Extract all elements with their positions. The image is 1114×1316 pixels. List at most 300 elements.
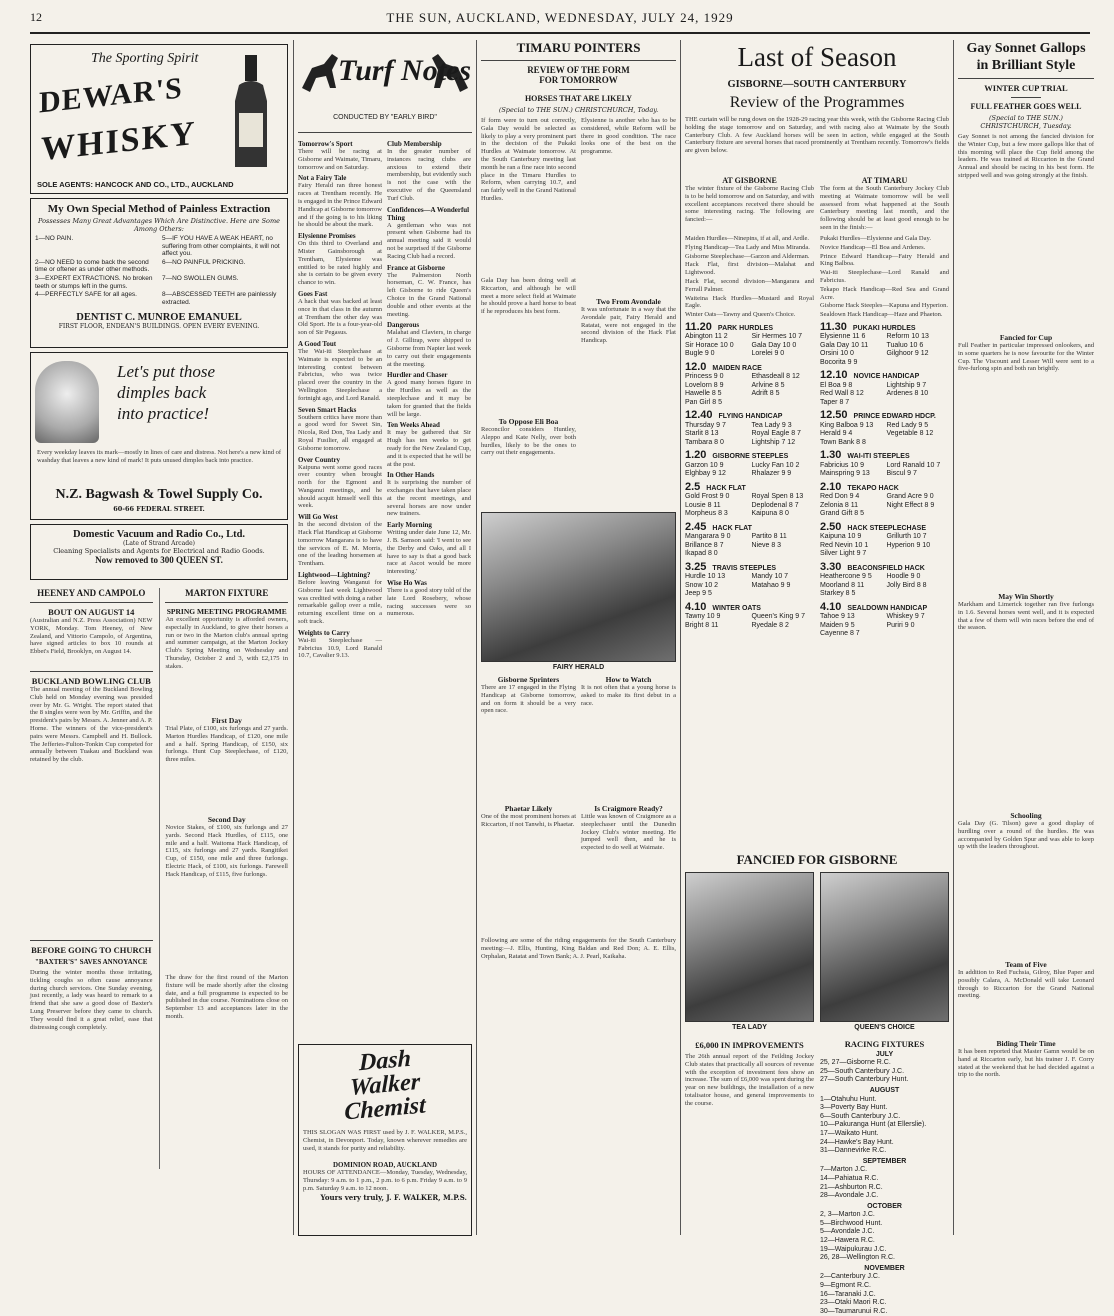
timaru-head: AT TIMARU: [861, 176, 908, 185]
race-card-heading: [820, 320, 949, 334]
race-entry: Thursday 9 7: [685, 421, 726, 429]
turf-section-text: In the second division of the Hack Flat Handicap at Gisborne tomorrow Mangarara is to have the services of E. M. Morris, one of the leading horsemen at Trentham.: [298, 521, 382, 568]
dewars-agents: SOLE AGENTS: HANCOCK AND CO., LTD., AUCKLAND: [37, 180, 234, 189]
race-entry: Ethasdeall 8 12: [751, 373, 800, 381]
fixture-item: 7—Marton J.C.: [820, 1166, 868, 1174]
dash-line-2: Walker: [349, 1068, 421, 1102]
race-name: FLYING HANDICAP: [718, 413, 783, 421]
race-entry: Kaipuna 8 0: [751, 510, 789, 518]
column-gay-sonnet: [958, 40, 1094, 1235]
timaru-t6: It is not often that a young horse is asked to make its first debut in a race.: [581, 684, 676, 707]
race-entry: Red Don 9 4: [820, 493, 860, 501]
race-entry: Pan Girl 8 5: [685, 398, 722, 406]
column-rule: [293, 40, 294, 1235]
race-entries: [685, 462, 814, 479]
turf-section-heading: Not a Fairy Tale: [298, 174, 347, 183]
timaru-intro-text: The form at the South Canterbury Jockey Club meeting at Waimate tomorrow will be well assessed from what happened at the South Canterbury meeting last month, and the following should be at least good enough to be seen in the finish:—: [820, 185, 949, 231]
race-entry: Lord Ranald 10 7: [886, 461, 941, 469]
marton-day1-text: Trial Plate, of £100, six furlongs and 27 yards. Marton Hurdles Handicap, of £120, one mile and a half. Spring Handicap, of £150, six furlongs. Hunt Cup Steeplechase, of £120, three miles.: [165, 725, 288, 764]
race-time: 2.10: [820, 480, 842, 493]
fixture-item: 2, 3—Marton J.C.: [820, 1211, 875, 1219]
gay-sonnet-t1: Full Feather in particular impressed onlookers, and in some quarters he is now favourite for the Winter Cup. The Viscount and Lesser Will were sent to a five-furlong spin and both ran brightly.: [958, 342, 1094, 373]
dentist-point: 6—NO PAINFUL PRICKING.: [162, 258, 246, 266]
race-entry: Moorland 8 11: [820, 581, 865, 589]
race-entry: Gilghoor 9 12: [886, 350, 929, 358]
dewars-ad: [30, 44, 288, 194]
race-entry: Ardenes 8 10: [886, 390, 929, 398]
race-card: [820, 320, 949, 368]
fixture-item: 5—Birchwood Hunt.: [820, 1219, 883, 1227]
dash-line-3: Chemist: [344, 1092, 426, 1126]
race-entry: Gala Day 10 0: [751, 341, 797, 349]
church-sub: "BAXTER'S" SAVES ANNOYANCE: [35, 958, 148, 966]
fixture-item: 25, 27—Gisborne R.C.: [820, 1059, 891, 1067]
race-entry: Town Bank 8 8: [820, 438, 866, 446]
race-time: 2.50: [820, 520, 842, 533]
race-card-heading: [820, 600, 949, 614]
craigmore-text: Little was known of Craigmore as a steeplechaser until the Dunedin Jockey Club's winter meeting. He jumped well then, and he is expected to do well at Waimate.: [581, 813, 676, 852]
race-entry: Red Nevin 10 1: [820, 541, 869, 549]
dewars-whisky: WHISKY: [41, 114, 197, 169]
bagwash-addr: 60-66 FEDERAL STREET.: [113, 505, 205, 513]
fixture-item: 12—Hawera R.C.: [820, 1237, 875, 1245]
race-entry: Hyperion 9 10: [886, 541, 931, 549]
gay-sonnet-title2: in Brilliant Style: [976, 58, 1076, 73]
dash-sig: Yours very truly, J. F. WALKER, M.P.S.: [320, 1193, 467, 1202]
fixture-item: 24—Hawke's Bay Hunt.: [820, 1138, 894, 1146]
fancied-pick: Gisborne Hack Steeples—Kapuna and Hyperion.: [820, 302, 948, 310]
dentist-point: 7—NO SWOLLEN GUMS.: [162, 274, 239, 282]
race-entry: Mangarara 9 0: [685, 533, 731, 541]
turf-section-heading: Wise Ho Was: [387, 579, 427, 588]
timaru-h5: Phaetar Likely: [504, 804, 553, 813]
dash-line-1: Dash: [358, 1045, 412, 1077]
marton-text: An excellent opportunity is afforded owners, especially in Auckland, to give their horses a run or two in the Marton club's annual spring and summer campaign, at the Marton Jockey Club's Spring Meeting on Wednesday and Thursday, October 2 and 3, with £2,175 in stakes.: [165, 616, 288, 670]
race-entries: [820, 382, 949, 408]
turf-section-text: There is a good story told of the late Lord Rosebery, whose racing successes were so numerous.: [387, 587, 471, 618]
church-text: During the winter months those irritating, tickling coughs so often cause annoyance during church services. One Sunday evening, just recently, a lady was heard to remark to a friend that she saw a good dose of Baxter's Lung Preserver before they came to church. They would find it a great relief, ease that distressing cough completely.: [30, 969, 153, 1031]
marton-day2-text: Novice Stakes, of £100, six furlongs and 27 yards. Second Hack Hurdles, of £115, one mile and a half. Waitoma Hack Handicap, of £115, six furlongs and 27 yards. Rangitikei Cup, of £150, one mile and three furlongs. Electric Hack, of £100, six furlongs. Farewell Hack Handicap, of £115, five furlongs.: [165, 824, 288, 878]
fixture-item: 19—Waipukurau J.C.: [820, 1245, 887, 1253]
gisborne-text: The winter fixture of the Gisborne Racing Club is to be held tomorrow and on Saturday, and with excellent acceptances received there should be some interesting racing. The following are fancied:—: [685, 185, 814, 224]
race-name: HACK FLAT: [706, 484, 746, 492]
page-header: [30, 6, 1090, 34]
turf-section-text: A gentleman who was not present when Gisborne had its annual meeting said it would not be surprised if the Gisborne Racing Club had a record.: [387, 221, 471, 260]
race-entry: Morpheus 8 3: [685, 510, 728, 518]
gisborne-picks: [685, 235, 814, 319]
race-entry: King Balboa 9 13: [820, 421, 874, 429]
timaru-t5: One of the most prominent horses at Riccarton, if not Tanwhi, is Phaetar.: [481, 813, 576, 828]
race-time: 11.30: [820, 320, 847, 333]
race-name: TRAVIS STEEPLES: [712, 564, 777, 572]
gay-sonnet-sub2: FULL FEATHER GOES WELL: [970, 102, 1082, 111]
turf-section-heading: Will Go West: [298, 513, 338, 522]
race-card: [820, 600, 949, 639]
race-entry: El Boa 9 8: [820, 381, 853, 389]
race-card: [685, 320, 814, 359]
timaru-h3: Two From Avondale: [596, 297, 661, 306]
race-time: 2.45: [685, 520, 707, 533]
fixture-month: OCTOBER: [867, 1202, 902, 1210]
race-entry: Nieve 8 3: [751, 541, 782, 549]
gisborne-head: AT GISBORNE: [722, 176, 777, 185]
race-card: [820, 371, 949, 407]
race-time: 1.30: [820, 449, 842, 462]
race-name: TEKAPO HACK: [847, 484, 899, 492]
race-card-heading: [820, 451, 949, 462]
race-entry: Queen's King 9 7: [751, 613, 805, 621]
turf-section-heading: Hurdler and Chaser: [387, 371, 448, 380]
turf-section-text: The Wai-iti Steeplechase at Waimate is expected to be an interesting contest between Fabricius, who was twice placed over the country in the Wellington Steeplechase a fortnight ago, and Lord Ranald.: [298, 347, 382, 402]
race-time: 4.10: [685, 600, 707, 613]
gay-sonnet-by: (Special to THE SUN.) CHRISTCHURCH, Tuesday.: [980, 114, 1072, 130]
turf-notes-title: Turf Notes: [338, 54, 472, 87]
fixture-item: 31—Dannevirke R.C.: [820, 1147, 887, 1155]
fixture-item: 27—South Canterbury Hunt.: [820, 1076, 909, 1084]
column-turf-notes: [298, 40, 472, 1235]
turf-section-text: A good many horses figure in the Hurdles as well as the steeplechase and it may be taken for granted that the fields will be large.: [387, 379, 471, 418]
race-card: [820, 520, 949, 559]
turf-section-heading: France at Gisborne: [387, 263, 445, 272]
race-entry: Abington 11 2: [685, 333, 728, 341]
race-entry: Tambara 8 0: [685, 438, 724, 446]
race-entry: Lucky Fan 10 2: [751, 461, 800, 469]
race-entry: Reform 10 13: [886, 333, 929, 341]
bottle-icon: [229, 55, 273, 171]
race-entry: Tualuo 10 6: [886, 341, 924, 349]
briefs-left: [30, 588, 153, 1169]
race-card: [820, 560, 949, 599]
race-name: WINTER OATS: [712, 604, 761, 612]
turf-section-text: It may be gathered that Sir Hugh has ten weeks to get ready for the New Zealand Cup, and it is expected that he will be at the post.: [387, 429, 471, 468]
heeney-sub: BOUT ON AUGUST 14: [48, 607, 135, 617]
race-entries: [685, 613, 814, 630]
turf-section-heading: Weights to Carry: [298, 628, 350, 637]
race-card-heading: [820, 480, 949, 494]
timaru-h6: How to Watch: [605, 675, 652, 684]
fancied-pick: Maiden Hurdles—Ninepins, if at all, and Ardle.: [685, 235, 810, 242]
race-entry: Brillance 8 7: [685, 541, 724, 549]
fixture-item: 5—Avondale J.C.: [820, 1228, 875, 1236]
turf-section-text: The Palmerston North horseman, C. W. France, has left Gisborne to ride Queen's Choice in the Grand National double and other events at the meeting.: [387, 271, 471, 318]
fixture-item: 16—Taranaki J.C.: [820, 1290, 876, 1298]
race-entry: Grillurth 10 7: [886, 533, 927, 541]
turf-section-heading: In Other Hands: [387, 471, 435, 480]
fancied-pick: Winter Oats—Tawny and Queen's Choice.: [685, 311, 796, 319]
race-entries: [685, 533, 814, 559]
bowling-title: BUCKLAND BOWLING CLUB: [31, 676, 151, 686]
race-card-heading: [685, 451, 814, 462]
race-entry: Hawelle 8 5: [685, 390, 722, 398]
woman-portrait-icon: [35, 361, 99, 443]
fixture-item: 25—South Canterbury J.C.: [820, 1067, 905, 1075]
queens-choice-photo: [820, 872, 949, 1022]
tea-lady-caption: TEA LADY: [732, 1024, 767, 1031]
fancied-pick: Novice Handicap—El Boa and Ardenes.: [820, 243, 926, 251]
race-time: 1.20: [685, 449, 707, 462]
race-card-heading: [685, 560, 814, 574]
turf-section-text: Writing under date June 12, Mr. J. B. Samson said: 'I went to see the Derby and Oaks, and all I have to say is that a good back race at Ascot would be more interesting.': [387, 529, 471, 576]
race-name: PARK HURDLES: [717, 324, 774, 332]
gay-sonnet-t5: It has been reported that Master Gamn would be on hand at Riccarton early, but his trainer J. F. Corry stated at the weekend that he had decided against a trip to the north.: [958, 1048, 1094, 1079]
column-ads: [30, 40, 288, 1235]
turf-section-heading: Over Country: [298, 455, 341, 464]
race-card-heading: [685, 520, 814, 534]
timaru-t2: Reconcilor considers Huntley, Aleppo and Kate Nelly, over both hurdles, likely to be the ones to carry out their engagements.: [481, 426, 576, 457]
race-entry: Lovelorn 8 9: [685, 381, 724, 389]
race-entry: Deplodenal 8 7: [751, 501, 799, 509]
race-entries: [820, 493, 949, 519]
horse-icon: [298, 48, 342, 98]
craigmore-title: Is Craigmore Ready?: [594, 804, 663, 813]
fixture-item: 3—Poverty Bay Hunt.: [820, 1104, 888, 1112]
turf-section-heading: Ten Weeks Ahead: [387, 421, 440, 430]
queens-choice-caption: QUEEN'S CHOICE: [854, 1024, 915, 1031]
timaru-picks: [820, 235, 949, 319]
race-entry: Jolly Bird 8 8: [886, 581, 927, 589]
race-entry: Lightship 9 7: [886, 381, 927, 389]
race-entry: Jeep 9 5: [685, 590, 712, 598]
race-entry: Tawny 10 9: [685, 613, 721, 621]
dewars-top: The Sporting Spirit: [91, 51, 199, 66]
turf-section-text: It is surprising the number of exchanges that have taken place at the recent meetings, and several horses are now under new trainers.: [387, 479, 471, 518]
gay-sonnet-h1: Fancied for Cup: [999, 333, 1053, 342]
vacuum-sub: (Late of Strand Arcade): [123, 540, 195, 547]
gay-sonnet-text: Gay Sonnet is not among the fancied division for the Winter Cup, but a few more gallops like that of this morning will place the Cup field among the leaders. He was trained at Riccarton in the Grand Annual and should be racing in his best form. He stripped well and was going strongly at the finish.: [958, 133, 1094, 179]
race-entry: Bugle 9 0: [685, 350, 715, 358]
race-entries: [820, 573, 949, 599]
race-entry: Elysienne 11 6: [820, 333, 866, 341]
masthead: THE SUN, AUCKLAND, WEDNESDAY, JULY 24, 1929: [386, 10, 734, 25]
dentist-point: 5—IF YOU HAVE A WEAK HEART, no suffering from other complaints, it will not affect you.: [162, 235, 280, 258]
turf-section-text: Wai-iti Steeplechase — Fabricius 10.9, Lord Ranald 10.7, Cavalier 9.13.: [298, 636, 382, 660]
dentist-ad: [30, 198, 288, 348]
last-season-intro: THE curtain will be rung down on the 1928-29 racing year this week, with the Gisborne Racing Club holding the stage tomorrow and on Saturday, and with racing also at Waimate by the South Canterbury Club. A few Auckland horses will be seen in action, while engaged at the South Canterbury fixture are several horses that raced prominently at Trentham recently. Tomorrow's fields are given below.: [685, 116, 949, 155]
dentist-addr: FIRST FLOOR, ENDEAN'S BUILDINGS. OPEN EVERY EVENING.: [58, 323, 260, 331]
fixture-item: 17—Waikato Hunt.: [820, 1129, 879, 1137]
race-entry: Ryedale 8 2: [751, 621, 789, 629]
race-entry: Starkey 8 5: [820, 590, 856, 598]
gay-sonnet-t4: In addition to Red Fuchsia, Gilroy, Blue Paper and possibly Calara, A. McDonald will take Leonard through to Riccarton for the Grand National meeting.: [958, 969, 1094, 1000]
column-timaru: TIMARU POINTERS REVIEW OF THE FORM FOR TOMORROW HORSES THAT ARE LIKELY (Special to THE SUN.) CHRISTCHURCH, Today. If form were to turn out correctly, Gala Day would be selected as likely to play a very prominent part in the decision of the Pukaki Hurdles at Waimate tomorrow. At the South Canterbury meeting last month he ran a fine race into second place in the Timaru Hurdles to Reform, when carrying 10.7, and ran fairly well in the Grand National Hurdles. Gala Day has been doing well at Riccarton, and although he will meet a more select field at Waimate he should prove a hard horse to beat if he reproduces his best form. To Oppose Eli Boa Reconcilor considers Huntley, Aleppo and Kate Nelly, over both hurdles, likely to be the ones to carry out their engagements. Elysienne is another who has to be considered, while Reform will be there in good condition. The race looks one of the best on the programme. Two From Avondale It was unfortunate in a way that the Avondale pair, Fairy Herald and Ratatat, were not engaged in the second division of the Hack Flat Handicap. FAIRY HERALD Gisborne Sprinters There are 17 engaged in the Flying Handicap at Gisborne tomorrow, and on form it should be a very open race. Phaetar Likely One of the most prominent horses at Riccarton, if not Tanwhi, is Phaetar. How to Watch It is not often that a young horse is asked to make its first debut in a race. Is Craigmore Ready? Little was known of Craigmore as a steeplechaser until the Dunedin Jockey Club's winter meeting. He jumped well then, and he is expected to do well at Waimate. Following are some of the riding engagements for the South Canterbury meeting:—J. Ellis, Hunting, King Baldan and Red Don; A. E. Ellis, Orphalan, Ratatat and Town Bank; A. J. Pearl, Kaikaha.: [481, 40, 676, 1235]
race-entry: Fabricius 10 9: [820, 461, 864, 469]
fancied-pick: Gisborne Steeplechase—Garzon and Alderman.: [685, 252, 810, 260]
race-name: BEACONSFIELD HACK: [847, 564, 925, 572]
race-entry: Maiden 9 5: [820, 621, 855, 629]
timaru-t3: It was unfortunate in a way that the Avondale pair, Fairy Herald and Ratatat, were not engaged in the second division of the Hack Flat Handicap.: [581, 306, 676, 345]
race-card-heading: [685, 360, 814, 374]
race-entry: Princess 9 0: [685, 373, 724, 381]
dash-text: THIS SLOGAN WAS FIRST used by J. F. WALKER, M.P.S., Chemist, in Devonport. Today, known wherever remedies are used, it stands for purity and reliability.: [303, 1129, 467, 1152]
dentist-title: My Own Special Method of Painless Extraction: [47, 203, 271, 215]
bowling-text: The annual meeting of the Buckland Bowling Club held on Monday evening was presided over by Mr. G. Wright. The report stated that the 8 singles were won by Mr. Griffin, and the president's pairs by Messrs. A. Jenner and A. P. Horne. The winners of the vice-president's pairs were Messrs. Campbell and H. Bullock. The Jefferies-Fulton-Tonkin Cup competed for annually between Tuakau and Buckland was retained by the club.: [30, 686, 153, 764]
turf-notes-byline: CONDUCTED BY "EARLY BIRD": [333, 114, 437, 121]
turf-notes-banner: [298, 40, 472, 133]
dentist-point: 2—NO NEED to come back the second time or oftener as under other methods.: [35, 258, 150, 274]
race-name: HACK FLAT: [712, 524, 752, 532]
race-entry: Hoodle 9 0: [886, 573, 921, 581]
turf-section-text: Malahat and Claviers, in charge of J. Gilltrap, were shipped to Gisborne from Napier last week to carry out their engagements at the meeting.: [387, 329, 471, 368]
race-card-heading: [820, 520, 949, 534]
fixture-item: 21—Ashburton R.C.: [820, 1183, 883, 1191]
last-season-title: Last of Season: [737, 42, 897, 72]
race-entry: Hurdle 10 13: [685, 573, 726, 581]
vacuum-name: Domestic Vacuum and Radio Co., Ltd.: [72, 529, 246, 540]
vacuum-ad: [30, 524, 288, 580]
turf-section-heading: Club Membership: [387, 140, 442, 148]
gay-sonnet-h5: Biding Their Time: [996, 1039, 1056, 1048]
fixture-item: 30—Taumarunui R.C.: [820, 1307, 888, 1315]
race-name: SEALDOWN HANDICAP: [847, 604, 928, 612]
marton-day1: First Day: [211, 716, 242, 725]
race-entry: Garzon 10 9: [685, 461, 724, 469]
race-name: HACK STEEPLECHASE: [847, 524, 926, 532]
vacuum-line: Cleaning Specialists and Agents for Electrical and Radio Goods.: [53, 547, 265, 555]
turf-section-text: Before leaving Wanganui for Gisborne last week Lightwood was credited with doing a rather remarkable gallop over a mile, returning excellent time on a soft track.: [298, 579, 382, 626]
race-entry: Biscul 9 7: [886, 470, 917, 478]
turf-section-heading: A Good Tout: [298, 339, 337, 348]
fancied-pick: Pukaki Hurdles—Elysienne and Gala Day.: [820, 235, 931, 242]
fixtures-title: RACING FIXTURES: [844, 1039, 925, 1049]
turf-section-text: A hack that was backed at least once in that class in the autumn at Trentham the other day was Old Sport. He is a four-year-old son of Sir Pegasus.: [298, 297, 382, 337]
dentist-point: 8—ABSCESSED TEETH are painlessly extracted.: [162, 291, 277, 306]
race-entry: Zelonia 8 11: [820, 501, 859, 509]
marton-day2: Second Day: [207, 815, 246, 824]
fancied-pick: Hack Flat, first division—Malahat and Lightwood.: [685, 261, 814, 277]
fixture-item: 28—Avondale J.C.: [820, 1192, 879, 1200]
dentist-point: 1—NO PAIN.: [35, 235, 74, 242]
race-entry: Night Effect 8 9: [886, 501, 935, 509]
race-entry: Orsini 10 0: [820, 350, 854, 358]
race-entry: Snow 10 2: [685, 581, 719, 589]
race-entry: Mainspring 9 13: [820, 470, 870, 478]
timaru-by: (Special to THE SUN.) CHRISTCHURCH, Today.: [498, 106, 659, 114]
fixture-item: 26, 28—Wellington R.C.: [820, 1254, 895, 1262]
race-entry: Gold Frost 9 0: [685, 493, 730, 501]
race-entry: Lousie 8 11: [685, 501, 721, 509]
race-entry: Sir Hermes 10 7: [751, 333, 803, 341]
race-entries: [820, 333, 949, 367]
gay-sonnet-sub1: WINTER CUP TRIAL: [984, 83, 1068, 93]
fancied-pick: Waiteina Hack Hurdles—Mustard and Royal Eagle.: [685, 294, 814, 310]
race-card-heading: [820, 560, 949, 574]
bagwash-head-3: into practice!: [117, 404, 210, 423]
race-time: 11.20: [685, 320, 712, 333]
riding-engagements: Following are some of the riding engagements for the South Canterbury meeting:—J. Ellis, Hunting, King Baldan and Red Don; A. E. Ellis, Orphalan, Ratatat and Town Bank; A. J. Pearl, Kaikaha.: [481, 937, 676, 960]
dash-addr: DOMINION ROAD, AUCKLAND: [332, 1161, 438, 1169]
race-card: [685, 411, 814, 447]
turf-section-text: On this third to Overland and Mister Gainsborough at Trentham, Elysienne was entitled to be rated highly and she is certain to be given every chance to win.: [298, 240, 382, 287]
bagwash-ad: Let's put those dimples back into practice! Every weekday leaves its mark—mostly in lines of care and distress. Not here's a new kind of washday that leaves a new kind of mark! It puts unused dimples back into practice. N.Z. Bagwash & Towel Supply Co. 60-66 FEDERAL STREET.: [30, 352, 288, 520]
briefs-right: MARTON FIXTURE SPRING MEETING PROGRAMME An excellent opportunity is afforded owners, especially in Auckland, to give their horses a run or two in the Marton club's annual spring and summer campaign, at the Marton Jockey Club's Spring Meeting on Wednesday and Thursday, October 2 and 3, with £2,175 in stakes. First Day Trial Plate, of £100, six furlongs and 27 yards. Marton Hurdles Handicap, of £120, one mile and a half. Spring Handicap, of £150, six furlongs. Hunt Cup Steeplechase, of £120, three miles. Second Day Novice Stakes, of £100, six furlongs and 27 yards. Second Hack Hurdles, of £115, one mile and a half. Waitoma Hack Handicap, of £115, six furlongs and 27 yards. Rangitikei Cup, of £150, one mile and three furlongs. Electric Hack, of £100, six furlongs. Farewell Hack Handicap, of £115, five furlongs. The draw for the first round of the Marton fixture will be made shortly after the closing date, and a full programme is expected to be published in due course. Nominations close on September 13 and acceptances later in the month.: [165, 588, 288, 1020]
turf-section-heading: Confidences—A Wonderful Thing: [387, 205, 470, 222]
race-card-heading: [685, 411, 814, 422]
race-entry: Starlit 8 13: [685, 430, 719, 438]
timaru-sub3: HORSES THAT ARE LIKELY: [524, 94, 633, 103]
race-entry: Vegetable 8 12: [886, 430, 934, 438]
fancied-caption: FANCIED FOR GISBORNE: [736, 852, 898, 867]
turf-section-heading: Dangerous: [387, 321, 420, 330]
vacuum-moved: Now removed to 300 QUEEN ST.: [95, 555, 223, 565]
race-time: 12.10: [820, 369, 848, 382]
tea-lady-photo: [685, 872, 814, 1022]
race-card: [685, 480, 814, 519]
race-time: 3.30: [820, 560, 842, 573]
race-entry: Puriri 9 0: [886, 621, 915, 629]
dentist-sub: Possesses Many Great Advantages Which Are Distinctive. Here are Some Among Others:: [38, 217, 280, 233]
race-entry: Taper 8 7: [820, 398, 850, 406]
race-card: [820, 480, 949, 519]
gay-sonnet-t2: Markham and Limerick together ran five furlongs in 1.6. Several horses went well, and it is expected that a few of them will win races before the end of the season.: [958, 601, 1094, 632]
page-number: 12: [30, 10, 42, 24]
timaru-sub2: FOR TOMORROW: [539, 75, 618, 85]
timaru-h2: To Oppose Eli Boa: [498, 417, 559, 426]
race-entry: Silver Light 9 7: [820, 550, 867, 558]
race-entry: Royal Eagle 8 7: [751, 430, 801, 438]
turf-section-heading: Early Morning: [387, 521, 432, 530]
race-entry: Grand Gift 8 5: [820, 510, 864, 518]
fancied-pick: Wai-iti Steeplechase—Lord Ranald and Fabricius.: [820, 269, 949, 284]
fixture-item: 23—Otaki Maori R.C.: [820, 1299, 887, 1307]
race-card: [685, 600, 814, 631]
race-time: 3.25: [685, 560, 707, 573]
race-entries: [820, 613, 949, 639]
race-entry: Tea Lady 9 3: [751, 421, 792, 429]
turf-section-heading: Tomorrow's Sport: [298, 140, 353, 148]
race-entry: Heathercone 9 5: [820, 573, 872, 581]
column-rule: [680, 40, 681, 1235]
turf-section-text: Southern critics have more than a good word for Sweet Sin, Nicola, Red Don, Tea Lady and Royal Fusilier, all engaged at Gisborne tomorrow.: [298, 413, 382, 452]
marton-sub: SPRING MEETING PROGRAMME: [166, 607, 287, 616]
fairy-herald-caption: FAIRY HERALD: [552, 664, 605, 671]
race-entry: Bocorita 9 9: [820, 358, 858, 366]
race-entries: [820, 422, 949, 448]
turf-notes-left: [298, 137, 382, 660]
timaru-t4: There are 17 engaged in the Flying Handicap at Gisborne tomorrow, and on form it should be a very open race.: [481, 684, 576, 715]
race-entry: Kaipuna 10 9: [820, 533, 862, 541]
racing-fixtures: [820, 1040, 949, 1316]
race-entry: Mandy 10 7: [751, 573, 789, 581]
column-last-of-season: [685, 40, 949, 1315]
race-name: PUKAKI HURDLES: [852, 324, 916, 332]
fixture-month: SEPTEMBER: [862, 1157, 907, 1165]
race-card: [820, 451, 949, 479]
gay-sonnet-h4: Team of Five: [1005, 960, 1047, 969]
fairy-herald-photo: [481, 512, 676, 662]
race-entries: [685, 373, 814, 407]
fixture-item: 9—Egmont R.C.: [820, 1282, 871, 1290]
race-entry: Rhalazer 9 9: [751, 470, 792, 478]
race-name: NOVICE HANDICAP: [853, 373, 920, 381]
fixture-item: 6—South Canterbury J.C.: [820, 1112, 901, 1120]
race-card-heading: [820, 371, 949, 382]
dentist-point: 3—EXPERT EXTRACTIONS. No broken teeth or stumps left in the gums.: [35, 274, 153, 290]
fancied-pick: Sealdown Hack Handicap—Haze and Phaeton.: [820, 311, 943, 319]
race-entries: [685, 493, 814, 519]
race-entry: Royal Spen 8 13: [751, 493, 804, 501]
race-entry: Grand Acre 9 0: [886, 493, 934, 501]
heeney-text: (Australian and N.Z. Press Association) NEW YORK, Monday. Tom Heeney, of New Zealand, and Vittorio Campolo, of Argentina, have signed articles to box 10 rounds at Ebbet's Field, Brooklyn, on August 14.: [30, 617, 153, 656]
race-card: [685, 360, 814, 408]
column-rule: [476, 40, 477, 1235]
race-entry: Gala Day 10 11: [820, 341, 869, 349]
dewars-brand: DEWAR'S: [39, 71, 183, 120]
timaru-races: [820, 320, 949, 639]
race-name: PRINCE EDWARD HDCP.: [853, 413, 936, 421]
race-entry: Whiskey 9 7: [886, 613, 925, 621]
marton-title: MARTON FIXTURE: [185, 588, 269, 598]
race-entry: Partito 8 11: [751, 533, 787, 541]
